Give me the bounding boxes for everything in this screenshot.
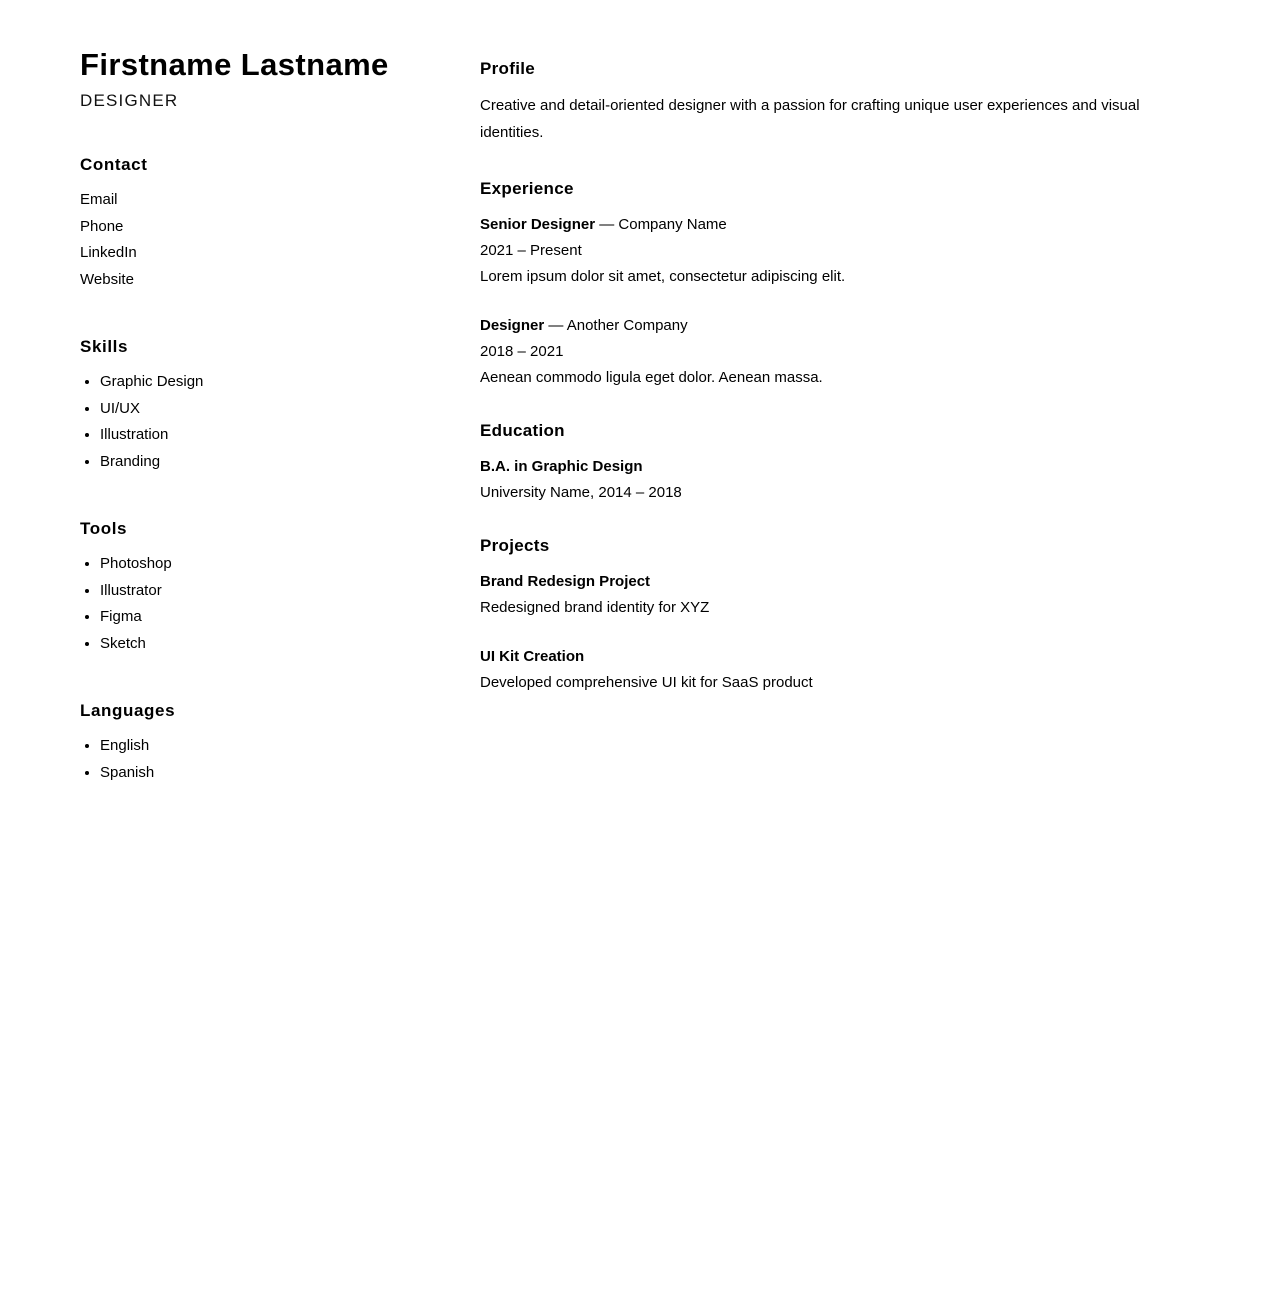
skills-section <box>80 337 480 475</box>
resume-main <box>480 46 1180 729</box>
experience-dates: 2021 – Present <box>480 242 582 259</box>
list-item: • Graphic Design <box>100 369 480 396</box>
project-description: Redesigned brand identity for XYZ <box>480 599 710 616</box>
tools-heading: Tools <box>80 519 128 539</box>
experience-company: Another Company <box>566 317 688 334</box>
page-title: Firstname Lastname <box>80 47 389 82</box>
project-title <box>480 644 1180 670</box>
list-item: • UI/UX <box>100 396 480 423</box>
list-item: • Photoshop <box>100 551 480 578</box>
experience-entry-header <box>480 313 1180 339</box>
experience-entry-header <box>480 212 1180 238</box>
languages-list <box>80 733 480 786</box>
experience-job-title: Senior Designer <box>480 216 596 233</box>
experience-separator: — <box>544 317 567 334</box>
contact-item-email: Email <box>80 191 118 209</box>
project-entry <box>480 644 1180 696</box>
experience-section <box>480 179 1180 391</box>
languages-heading: Languages <box>80 701 176 721</box>
list-item: • English <box>100 733 480 760</box>
list-item: • Sketch <box>100 631 480 658</box>
list-item: • Figma <box>100 604 480 631</box>
resume-sidebar <box>80 46 480 786</box>
experience-company: Company Name <box>618 216 727 233</box>
languages-section <box>80 701 480 786</box>
list-item: • Spanish <box>100 760 480 787</box>
projects-heading: Projects <box>480 536 550 555</box>
profile-heading: Profile <box>480 59 536 78</box>
education-section <box>480 421 1180 506</box>
experience-entry <box>480 212 1180 290</box>
education-school: University Name, 2014 – 2018 <box>480 484 682 501</box>
project-title-text: UI Kit Creation <box>480 648 585 665</box>
experience-description: Lorem ipsum dolor sit amet, consectetur adipiscing elit. <box>480 268 846 285</box>
project-description: Developed comprehensive UI kit for SaaS product <box>480 674 813 691</box>
profile-section <box>480 59 1180 146</box>
tools-list <box>80 551 480 657</box>
education-heading: Education <box>480 421 565 440</box>
education-degree-text: B.A. in Graphic Design <box>480 458 643 475</box>
contact-section <box>80 155 480 293</box>
project-entry <box>480 569 1180 621</box>
experience-dates: 2018 – 2021 <box>480 343 564 360</box>
list-item: • Illustrator <box>100 578 480 605</box>
experience-job-title: Designer <box>480 317 545 334</box>
experience-separator: — <box>595 216 619 233</box>
experience-entry <box>480 313 1180 391</box>
projects-section <box>480 536 1180 696</box>
contact-heading: Contact <box>80 155 148 175</box>
list-item: • Branding <box>100 449 480 476</box>
skills-list <box>80 369 480 475</box>
list-item: • Illustration <box>100 422 480 449</box>
profile-text: Creative and detail-oriented designer with a passion for crafting unique user experiences and visual identities. <box>480 97 1140 141</box>
job-role-subtitle: DESIGNER <box>80 91 179 111</box>
experience-description: Aenean commodo ligula eget dolor. Aenean massa. <box>480 369 823 386</box>
experience-heading: Experience <box>480 179 574 198</box>
contact-item-website: Website <box>80 270 134 288</box>
education-degree <box>480 454 1180 480</box>
project-title <box>480 569 1180 595</box>
contact-item-linkedin: LinkedIn <box>80 244 137 262</box>
project-title-text: Brand Redesign Project <box>480 573 651 590</box>
contact-item-phone: Phone <box>80 217 124 235</box>
tools-section <box>80 519 480 657</box>
skills-heading: Skills <box>80 337 129 357</box>
education-entry <box>480 454 1180 506</box>
